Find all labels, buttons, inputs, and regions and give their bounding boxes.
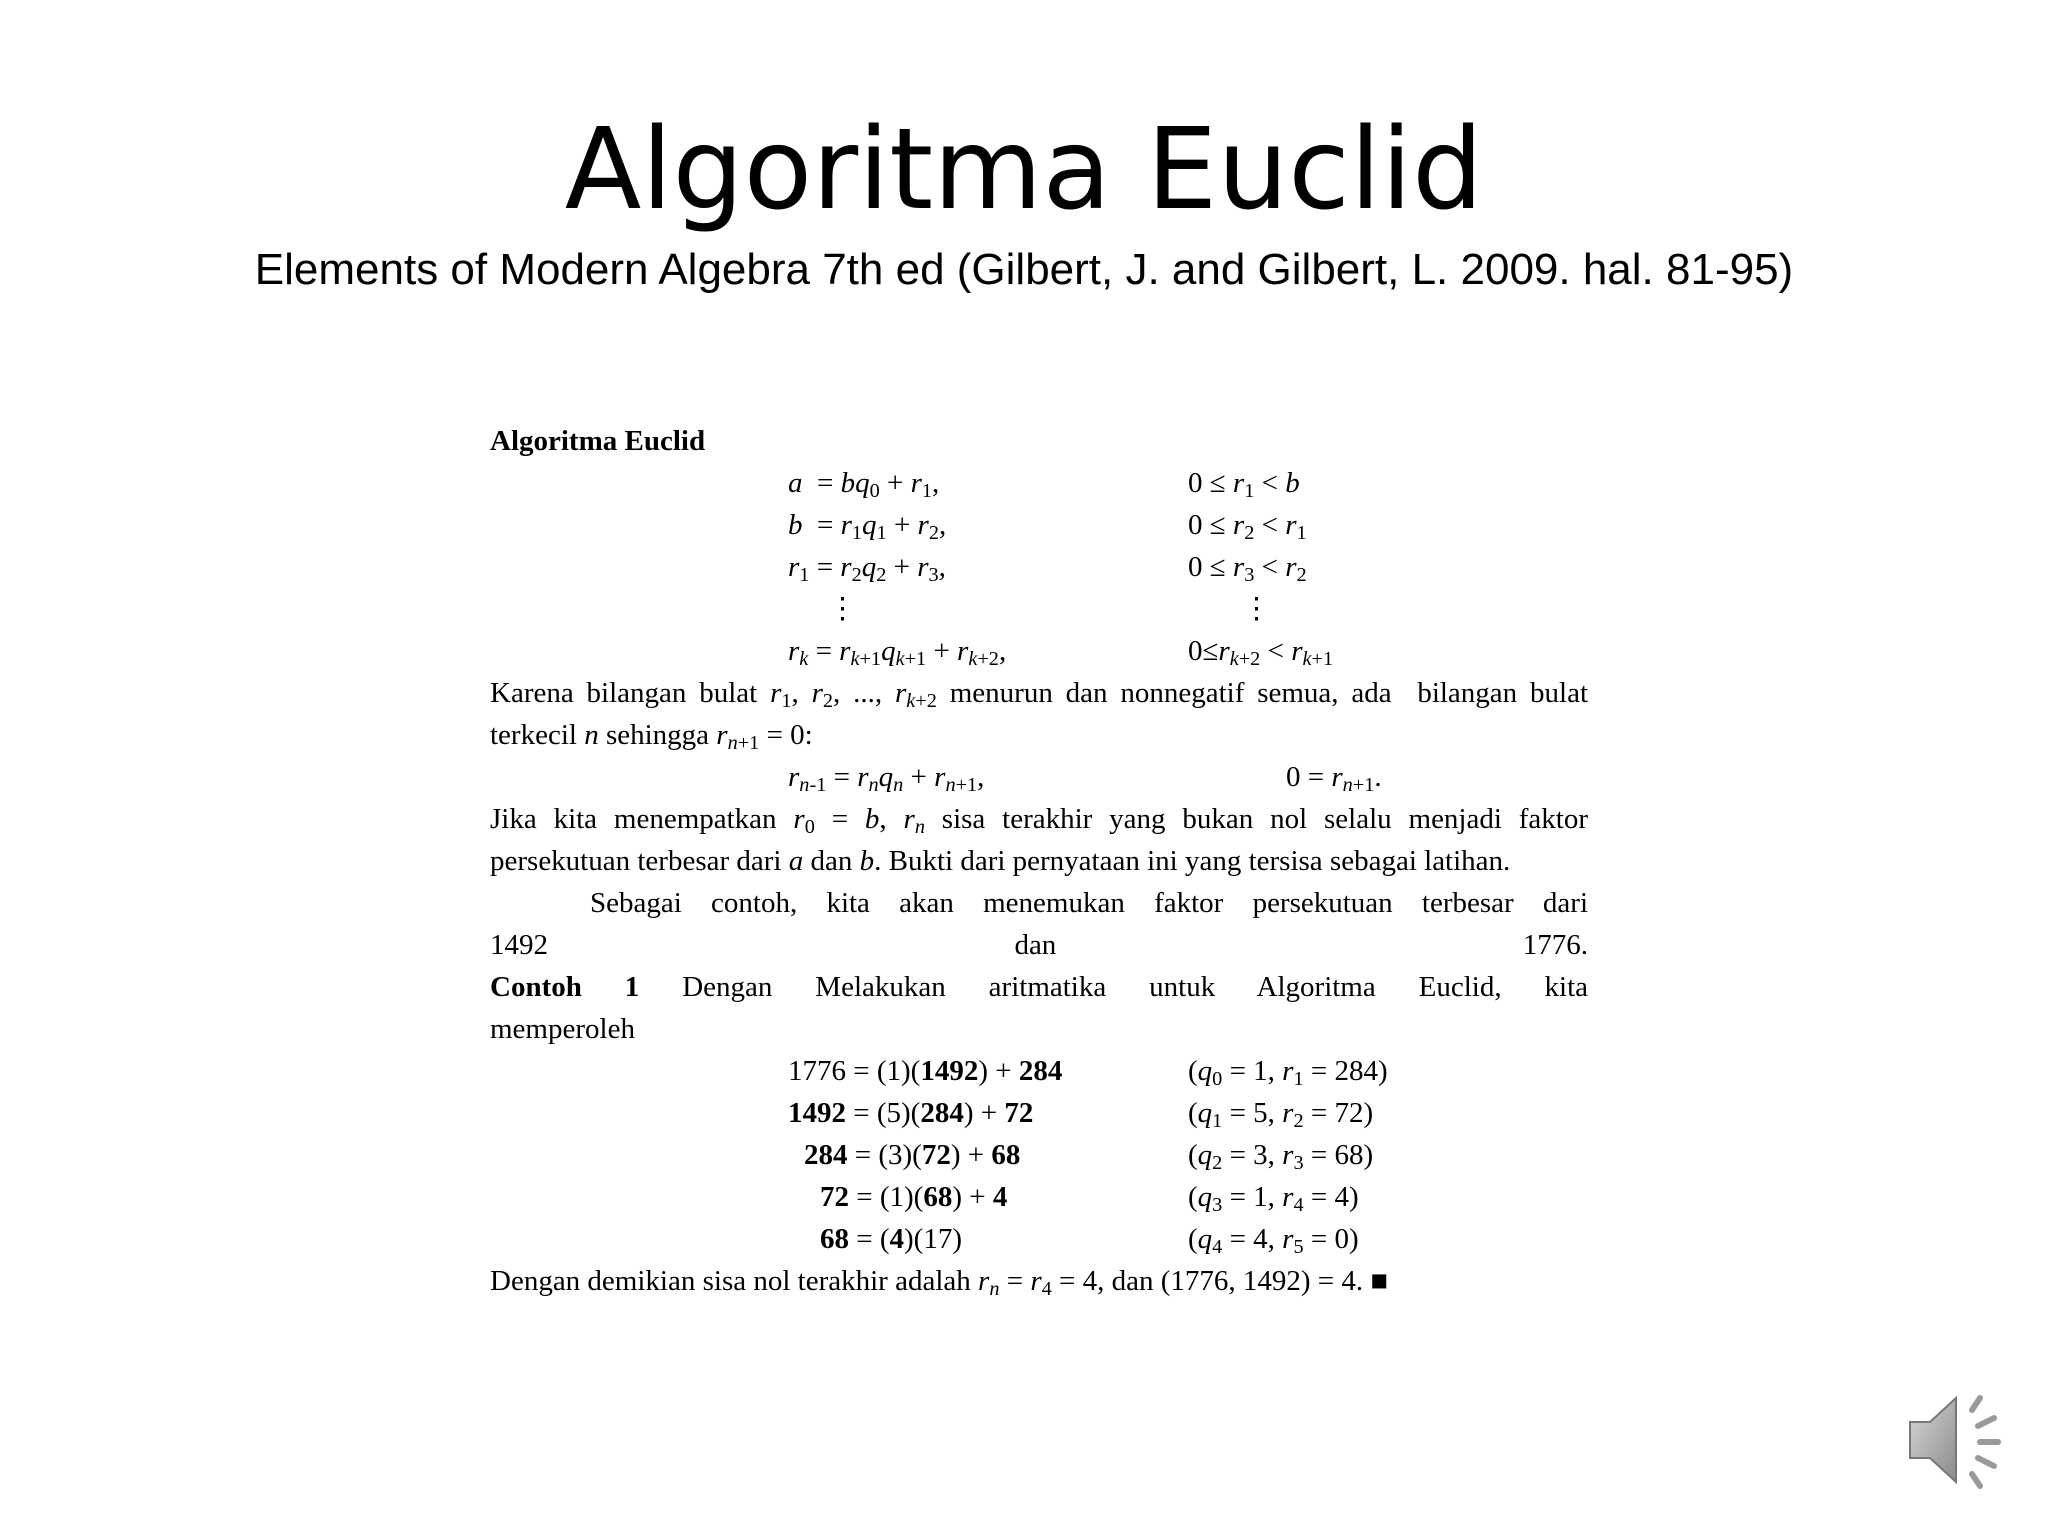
example-paragraph (490, 966, 1588, 1050)
step-note: ($q_1 = 5$, $r_2 = 72$) (1188, 1097, 1374, 1133)
equation-row (490, 630, 1588, 672)
equation-left: $a = bq_0 + r_1$, (788, 467, 940, 503)
equation-row (490, 756, 1588, 798)
equation-right: $0\le r_{k+2} < r_{k+1}$ (1188, 635, 1334, 671)
speaker-icon[interactable] (1900, 1380, 2020, 1500)
equation-left: $b = r_1q_1 + r_2$, (788, 509, 947, 545)
paragraph (490, 882, 1588, 924)
slide-subtitle: Elements of Modern Algebra 7th ed (Gilbert, J. and Gilbert, L. 2009. hal. 81-95) (254, 245, 1794, 294)
equation-right: $0 = r_{n+1}$. (1286, 761, 1382, 797)
equation-right: $0 \le r_3 < r_2$ (1188, 551, 1307, 587)
equation-row (490, 462, 1588, 504)
step-equation: 1776 = (1)(1492) + 284 (788, 1055, 1063, 1087)
equation-row (490, 588, 1588, 630)
word-text: dan (1014, 929, 1057, 961)
paragraph: Jika kita menempatkan $r_0 = b$, $r_n$ sisa terakhir yang bukan nol selalu menjadi faktor persekutuan terbesar dari a dan b. Bukti dari pernyataan ini yang tersisa sebagai latihan. (490, 803, 1589, 877)
doc-heading (490, 420, 1588, 462)
equation-left: $r_1 = r_2q_2 + r_3$, (788, 551, 946, 587)
step-note: ($q_2 = 3$, $r_3 = 68$) (1188, 1139, 1374, 1175)
step-note: ($q_0 = 1$, $r_1 = 284$) (1188, 1055, 1388, 1091)
equation-left: $r_k = r_{k+1}q_{k+1} + r_{k+2}$, (788, 635, 1007, 671)
example-step (490, 1092, 1588, 1134)
example-step (490, 1134, 1588, 1176)
step-note: ($q_4 = 4$, $r_5 = 0$) (1188, 1223, 1359, 1259)
step-note: ($q_3 = 1$, $r_4 = 4$) (1188, 1181, 1359, 1217)
step-equation: 284 = (3)(72) + 68 (804, 1139, 1021, 1171)
doc-heading-text: Algoritma Euclid (490, 425, 706, 457)
scanned-document (490, 420, 1588, 1302)
paragraph: Karena bilangan bulat $r_1$, $r_2$, ..., $r_{k+2}$ menurun dan nonnegatif semua, ada bilangan bulat terkecil n sehingga $r_{n+1} = 0$: (490, 677, 1588, 755)
slide-title: Algoritma Euclid (564, 105, 1484, 235)
example-text: Dengan Melakukan aritmatika untuk Algoritma Euclid, kita memperoleh (490, 971, 1589, 1045)
equation-row (490, 546, 1588, 588)
step-equation: 1492 = (5)(284) + 72 (788, 1097, 1034, 1129)
example-step (490, 1176, 1588, 1218)
equation-right: $0 \le r_2 < r_1$ (1188, 509, 1307, 545)
example-step (490, 1218, 1588, 1260)
conclusion (490, 1260, 1588, 1302)
paragraph-line: Sebagai contoh, kita akan menemukan faktor persekutuan terbesar dari (590, 887, 1588, 919)
example-step (490, 1050, 1588, 1092)
vertical-ellipsis: ⋮ (1242, 593, 1271, 625)
number-text: 1492 (490, 929, 548, 961)
conclusion-text: Dengan demikian sisa nol terakhir adalah $r_n = r_4 = 4$, dan (1776, 1492) = 4. ■ (490, 1265, 1388, 1301)
paragraph-line (490, 924, 1588, 966)
step-equation: 68 = (4)(17) (820, 1223, 962, 1255)
step-equation: 72 = (1)(68) + 4 (820, 1181, 1008, 1213)
number-text: 1776. (1522, 929, 1588, 961)
vertical-ellipsis: ⋮ (828, 593, 857, 625)
example-label: Contoh 1 (490, 971, 640, 1003)
equation-left: $r_{n-1} = r_nq_n + r_{n+1}$, (788, 761, 985, 797)
equation-right: $0 \le r_1 < b$ (1188, 467, 1300, 503)
equation-row (490, 504, 1588, 546)
